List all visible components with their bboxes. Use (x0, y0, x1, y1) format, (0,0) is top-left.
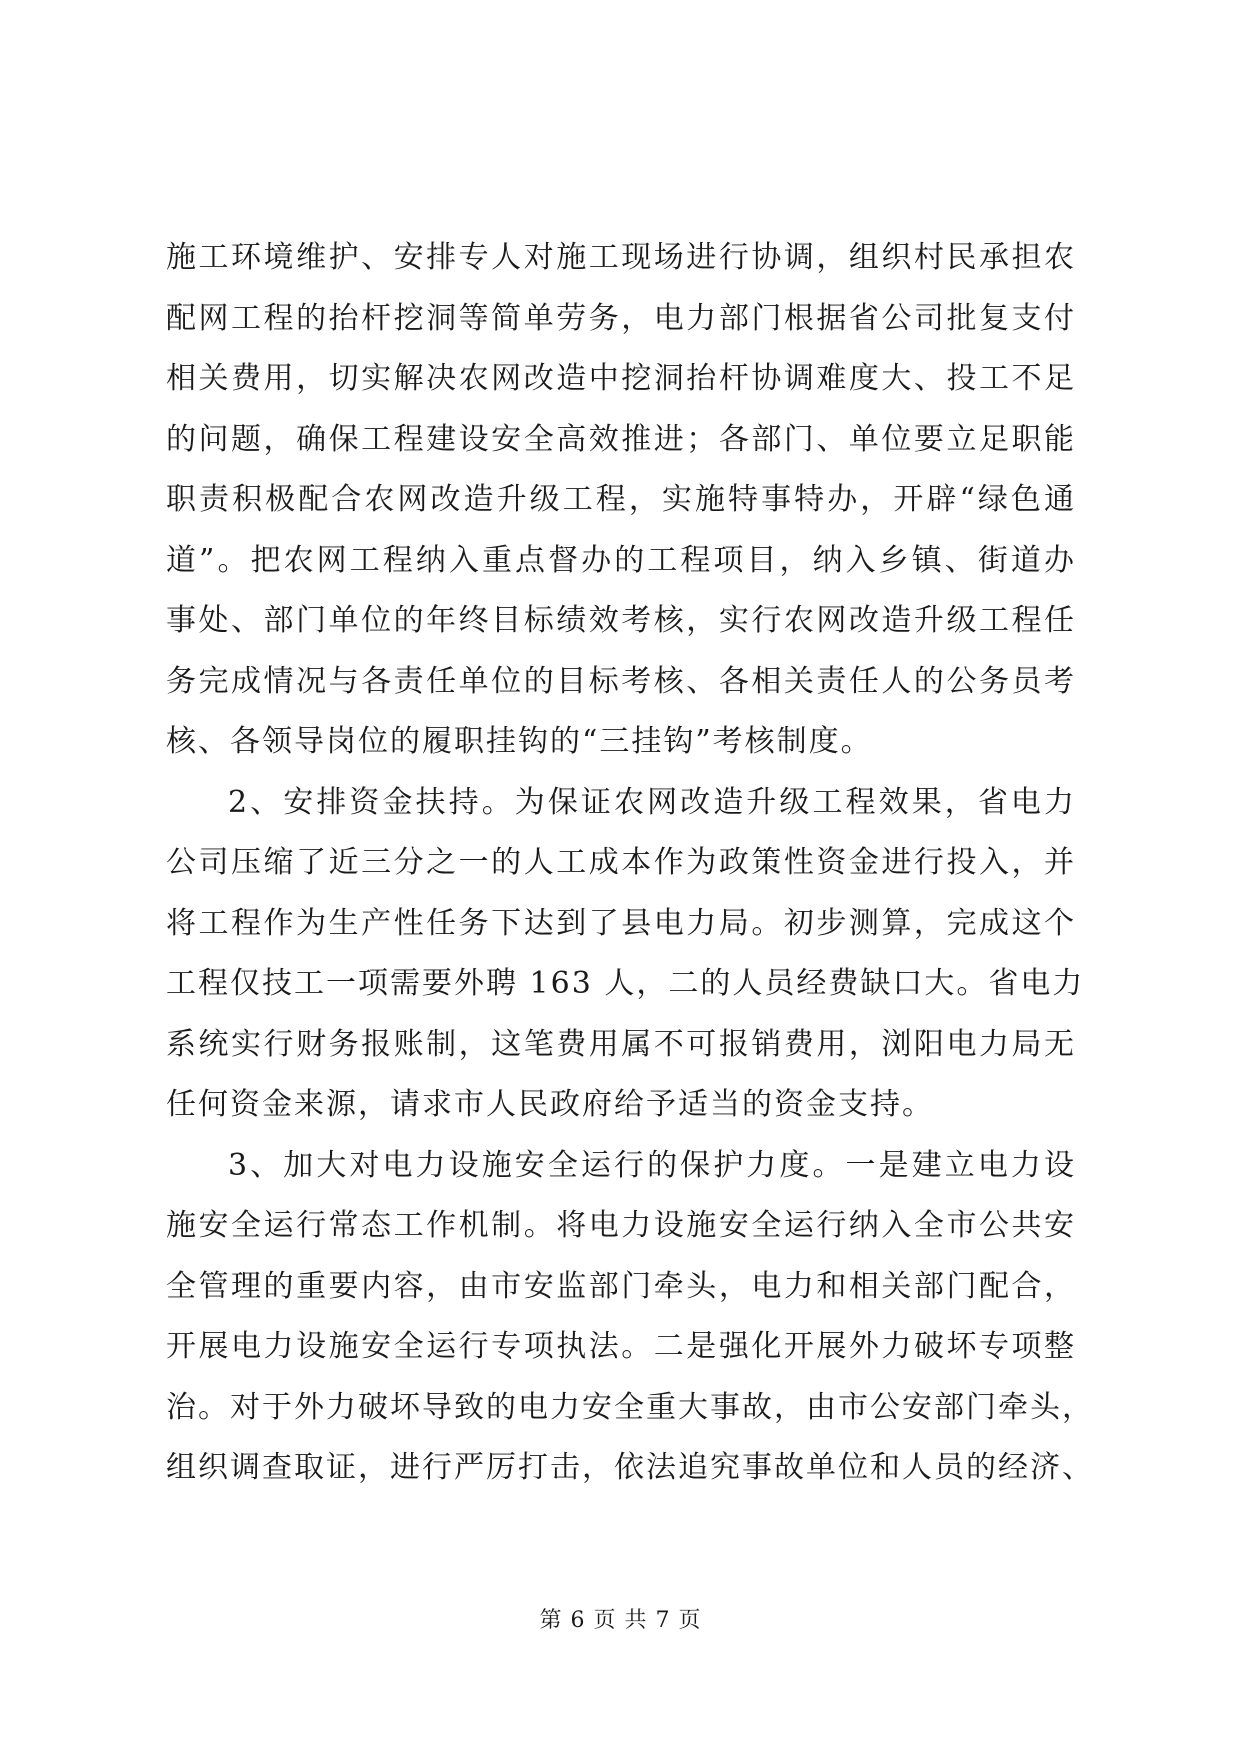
text-line: 配网工程的抬杆挖洞等简单劳务，电力部门根据省公司批复支付 (166, 300, 1076, 336)
text-line: 系统实行财务报账制，这笔费用属不可报销费用，浏阳电力局无 (166, 1026, 1076, 1062)
paragraph-start-line: 2、安排资金扶持。为保证农网改造升级工程效果，省电力 (228, 784, 1076, 820)
text-line: 的问题，确保工程建设安全高效推进；各部门、单位要立足职能 (166, 421, 1076, 457)
text-line: 职责积极配合农网改造升级工程，实施特事特办，开辟“绿色通 (166, 482, 1076, 517)
text-line: 施工环境维护、安排专人对施工现场进行协调，组织村民承担农 (166, 240, 1076, 275)
text-line: 施安全运行常态工作机制。将电力设施安全运行纳入全市公共安 (166, 1208, 1076, 1243)
text-line: 将工程作为生产性任务下达到了县电力局。初步测算，完成这个 (166, 905, 1076, 941)
page-number-footer: 第 6 页 共 7 页 (539, 1608, 702, 1633)
text-line: 任何资金来源，请求市人民政府给予适当的资金支持。 (166, 1087, 934, 1122)
text-line: 开展电力设施安全运行专项执法。二是强化开展外力破坏专项整 (166, 1329, 1076, 1364)
text-line: 组织调查取证，进行严厉打击，依法追究事故单位和人员的经济、 (166, 1450, 1094, 1485)
document-body (166, 228, 1094, 1499)
text-line: 核、各领导岗位的履职挂钩的“三挂钩”考核制度。 (166, 724, 873, 759)
paragraph-start-line: 3、加大对电力设施安全运行的保护力度。一是建立电力设 (228, 1147, 1076, 1183)
text-line: 治。对于外力破坏导致的电力安全重大事故，由市公安部门牵头， (166, 1389, 1094, 1425)
text-line: 相关费用，切实解决农网改造中挖洞抬杆协调难度大、投工不足 (166, 361, 1076, 396)
text-line: 工程仅技工一项需要外聘 163 人，二的人员经费缺口大。省电力 (166, 966, 1085, 1001)
text-line: 务完成情况与各责任单位的目标考核、各相关责任人的公务员考 (166, 663, 1076, 699)
text-line: 事处、部门单位的年终目标绩效考核，实行农网改造升级工程任 (166, 603, 1076, 638)
text-line: 全管理的重要内容，由市安监部门牵头，电力和相关部门配合， (166, 1268, 1076, 1304)
text-line: 公司压缩了近三分之一的人工成本作为政策性资金进行投入，并 (166, 845, 1076, 880)
text-line: 道”。把农网工程纳入重点督办的工程项目，纳入乡镇、街道办 (166, 542, 1076, 578)
